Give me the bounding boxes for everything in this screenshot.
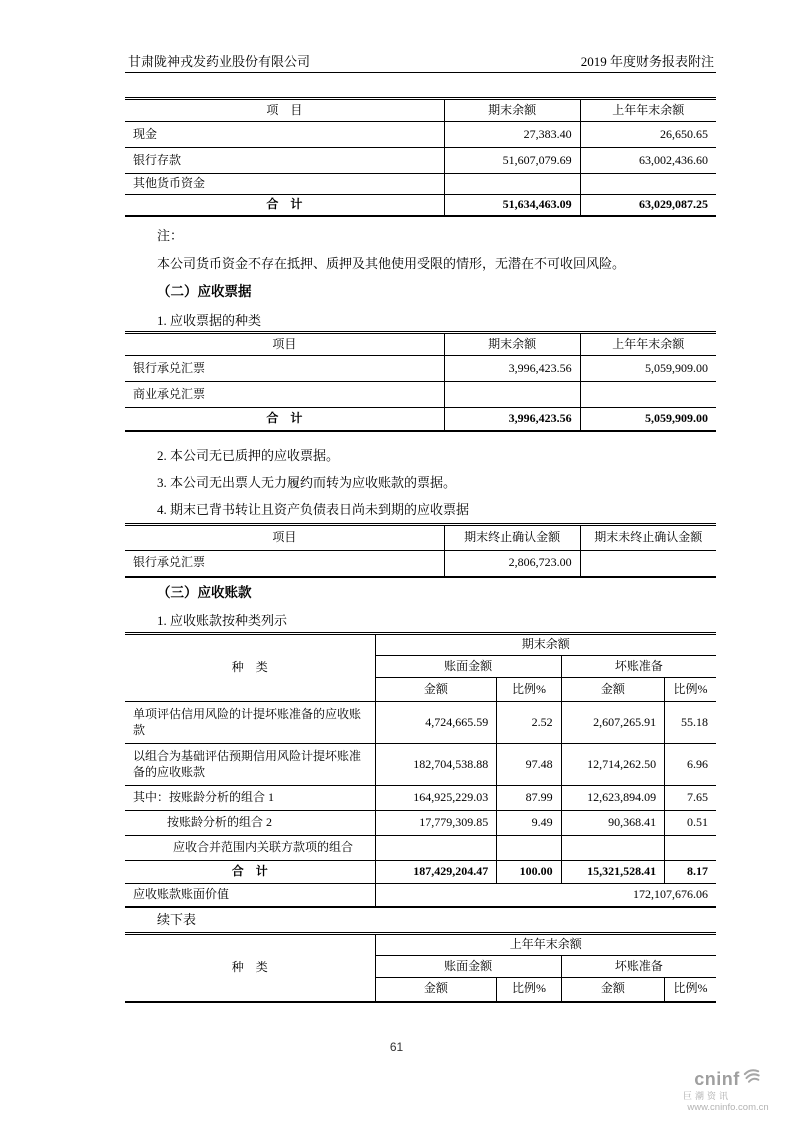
cell-total-book-amount: 187,429,204.47: [375, 861, 497, 884]
cell-bad-amount: [561, 836, 664, 861]
cell-end-balance: 3,996,423.56: [444, 356, 580, 382]
cell-item: 银行承兑汇票: [133, 555, 206, 570]
note-text: 本公司货币资金不存在抵押、质押及其他使用受限的情形，无潜在不可收回风险。: [157, 256, 626, 271]
cninfo-logo-chinese: 巨潮资讯: [683, 1091, 732, 1101]
cell-category: 应收合并范围内关联方款项的组合: [125, 836, 375, 861]
page-header: [128, 54, 714, 70]
col-header-category: 种 类: [125, 934, 375, 1002]
cell-item: 现金: [125, 122, 444, 148]
header-rule: [125, 72, 716, 73]
leaf-header-ratio: 比例%: [665, 978, 716, 1002]
bills-receivable-table: [125, 331, 716, 432]
cell-total-prior: 63,029,087.25: [580, 195, 716, 216]
leaf-header-ratio: 比例%: [665, 678, 716, 702]
cell-book-amount: 164,925,229.03: [375, 786, 497, 811]
sub-header-bad-debt: 坏账准备: [561, 656, 716, 678]
cell-item: 其他货币资金: [125, 174, 444, 195]
cell-bad-amount: 90,368.41: [561, 811, 664, 836]
col-header-category: 种 类: [125, 634, 375, 702]
cninfo-swirl-icon: [742, 1066, 762, 1091]
cell-bad-amount: 12,623,894.09: [561, 786, 664, 811]
cell-total-prior: 5,059,909.00: [580, 408, 716, 431]
cell-end-balance: 27,383.40: [444, 122, 580, 148]
col-header-prior-balance: 上年年末余额: [580, 99, 716, 122]
cell-book-amount: 182,704,538.88: [375, 744, 497, 786]
section-heading-bills-receivable: （二）应收票据: [157, 284, 252, 299]
cell-total-end: 3,996,423.56: [444, 408, 580, 431]
cell-end-balance: 51,607,079.69: [444, 148, 580, 174]
cell-bad-ratio: 6.96: [665, 744, 716, 786]
sub-header-bad-debt: 坏账准备: [561, 956, 716, 978]
group-header-prior-balance: 上年年末余额: [375, 934, 716, 956]
col-header-item: 项目: [125, 333, 444, 356]
col-header-end-balance: 期末余额: [444, 333, 580, 356]
col-header-derecognized: 期末终止确认金额: [444, 525, 580, 551]
cell-item: 银行承兑汇票: [125, 356, 444, 382]
cell-end-balance: [444, 174, 580, 195]
accounts-receivable-prior-table: [125, 932, 716, 1003]
cell-total-book-ratio: 100.00: [497, 861, 561, 884]
section2-item-3: 3. 本公司无出票人无力履约而转为应收账款的票据。: [157, 475, 457, 490]
accounts-receivable-table: [125, 632, 716, 908]
col-header-item: 项目: [125, 525, 444, 551]
cell-bad-ratio: [665, 836, 716, 861]
cell-book-amount: 17,779,309.85: [375, 811, 497, 836]
leaf-header-amount: 金额: [375, 678, 497, 702]
cell-total-label: 合 计: [125, 861, 375, 884]
col-header-not-derecognized: 期末未终止确认金额: [580, 525, 716, 551]
cell-prior-balance: 26,650.65: [580, 122, 716, 148]
cell-item: 商业承兑汇票: [125, 382, 444, 408]
cell-book-ratio: 9.49: [497, 811, 561, 836]
cell-total-label: 合 计: [266, 410, 303, 425]
cell-bad-ratio: 55.18: [665, 702, 716, 744]
cell-category: 其中：按账龄分析的组合 1: [125, 786, 375, 811]
note-label: 注：: [157, 228, 184, 243]
cell-total-bad-ratio: 8.17: [665, 861, 716, 884]
cell-prior-balance: 63,002,436.60: [580, 148, 716, 174]
endorsed-bills-table: [125, 523, 716, 578]
monetary-funds-table: [125, 97, 716, 217]
cell-book-amount: [375, 836, 497, 861]
leaf-header-ratio: 比例%: [497, 678, 561, 702]
company-name: 甘肃陇神戎发药业股份有限公司: [128, 54, 311, 69]
cell-total-label: 合 计: [266, 196, 303, 211]
cell-prior-balance: [580, 382, 716, 408]
cell-bad-amount: 12,714,262.50: [561, 744, 664, 786]
cell-bad-amount: 2,607,265.91: [561, 702, 664, 744]
page-number: 61: [389, 1040, 404, 1054]
col-header-end-balance: 期末余额: [444, 99, 580, 122]
cell-prior-balance: [580, 174, 716, 195]
cell-bad-ratio: 7.65: [665, 786, 716, 811]
cell-category: 以组合为基础评估预期信用风险计提坏账准备的应收账款: [125, 744, 375, 786]
leaf-header-amount: 金额: [561, 978, 664, 1002]
cell-bad-ratio: 0.51: [665, 811, 716, 836]
cninfo-logo-word: cninf: [694, 1068, 740, 1089]
col-header-item: 项 目: [125, 99, 444, 122]
section2-item-1: 1. 应收票据的种类: [157, 313, 262, 328]
cell-end-balance: [444, 382, 580, 408]
cell-book-ratio: 87.99: [497, 786, 561, 811]
leaf-header-ratio: 比例%: [497, 978, 561, 1002]
cninfo-logo-url: www.cninfo.com.cn: [687, 1102, 769, 1113]
cell-not-derecognized: [580, 551, 716, 577]
continued-table-label: 续下表: [157, 912, 197, 927]
report-title: 2019 年度财务报表附注: [580, 54, 714, 69]
cell-book-value-label: 应收账款账面价值: [133, 886, 230, 901]
cell-book-amount: 4,724,665.59: [375, 702, 497, 744]
leaf-header-amount: 金额: [423, 981, 448, 996]
cell-book-ratio: 2.52: [497, 702, 561, 744]
cell-item: 银行存款: [125, 148, 444, 174]
cell-book-value: 172,107,676.06: [375, 884, 716, 907]
cell-derecognized: 2,806,723.00: [444, 551, 580, 577]
cell-book-ratio: 97.48: [497, 744, 561, 786]
sub-header-book-amount: 账面金额: [375, 656, 561, 678]
section3-item-1: 1. 应收账款按种类列示: [157, 613, 288, 628]
cell-category: 按账龄分析的组合 2: [125, 811, 375, 836]
col-header-prior-balance: 上年年末余额: [580, 333, 716, 356]
section2-item-2: 2. 本公司无已质押的应收票据。: [157, 448, 340, 463]
leaf-header-amount: 金额: [561, 678, 664, 702]
cell-book-ratio: [497, 836, 561, 861]
cell-total-bad-amount: 15,321,528.41: [561, 861, 664, 884]
cell-prior-balance: 5,059,909.00: [580, 356, 716, 382]
section-heading-accounts-receivable: （三）应收账款: [157, 585, 252, 600]
section2-item-4: 4. 期末已背书转让且资产负债表日尚未到期的应收票据: [157, 502, 470, 517]
cell-category: 单项评估信用风险的计提坏账准备的应收账款: [125, 702, 375, 744]
cell-total-end: 51,634,463.09: [444, 195, 580, 216]
cninfo-logo: [669, 1066, 787, 1114]
sub-header-book-amount: 账面金额: [375, 956, 561, 978]
group-header-end-balance: 期末余额: [375, 634, 716, 656]
